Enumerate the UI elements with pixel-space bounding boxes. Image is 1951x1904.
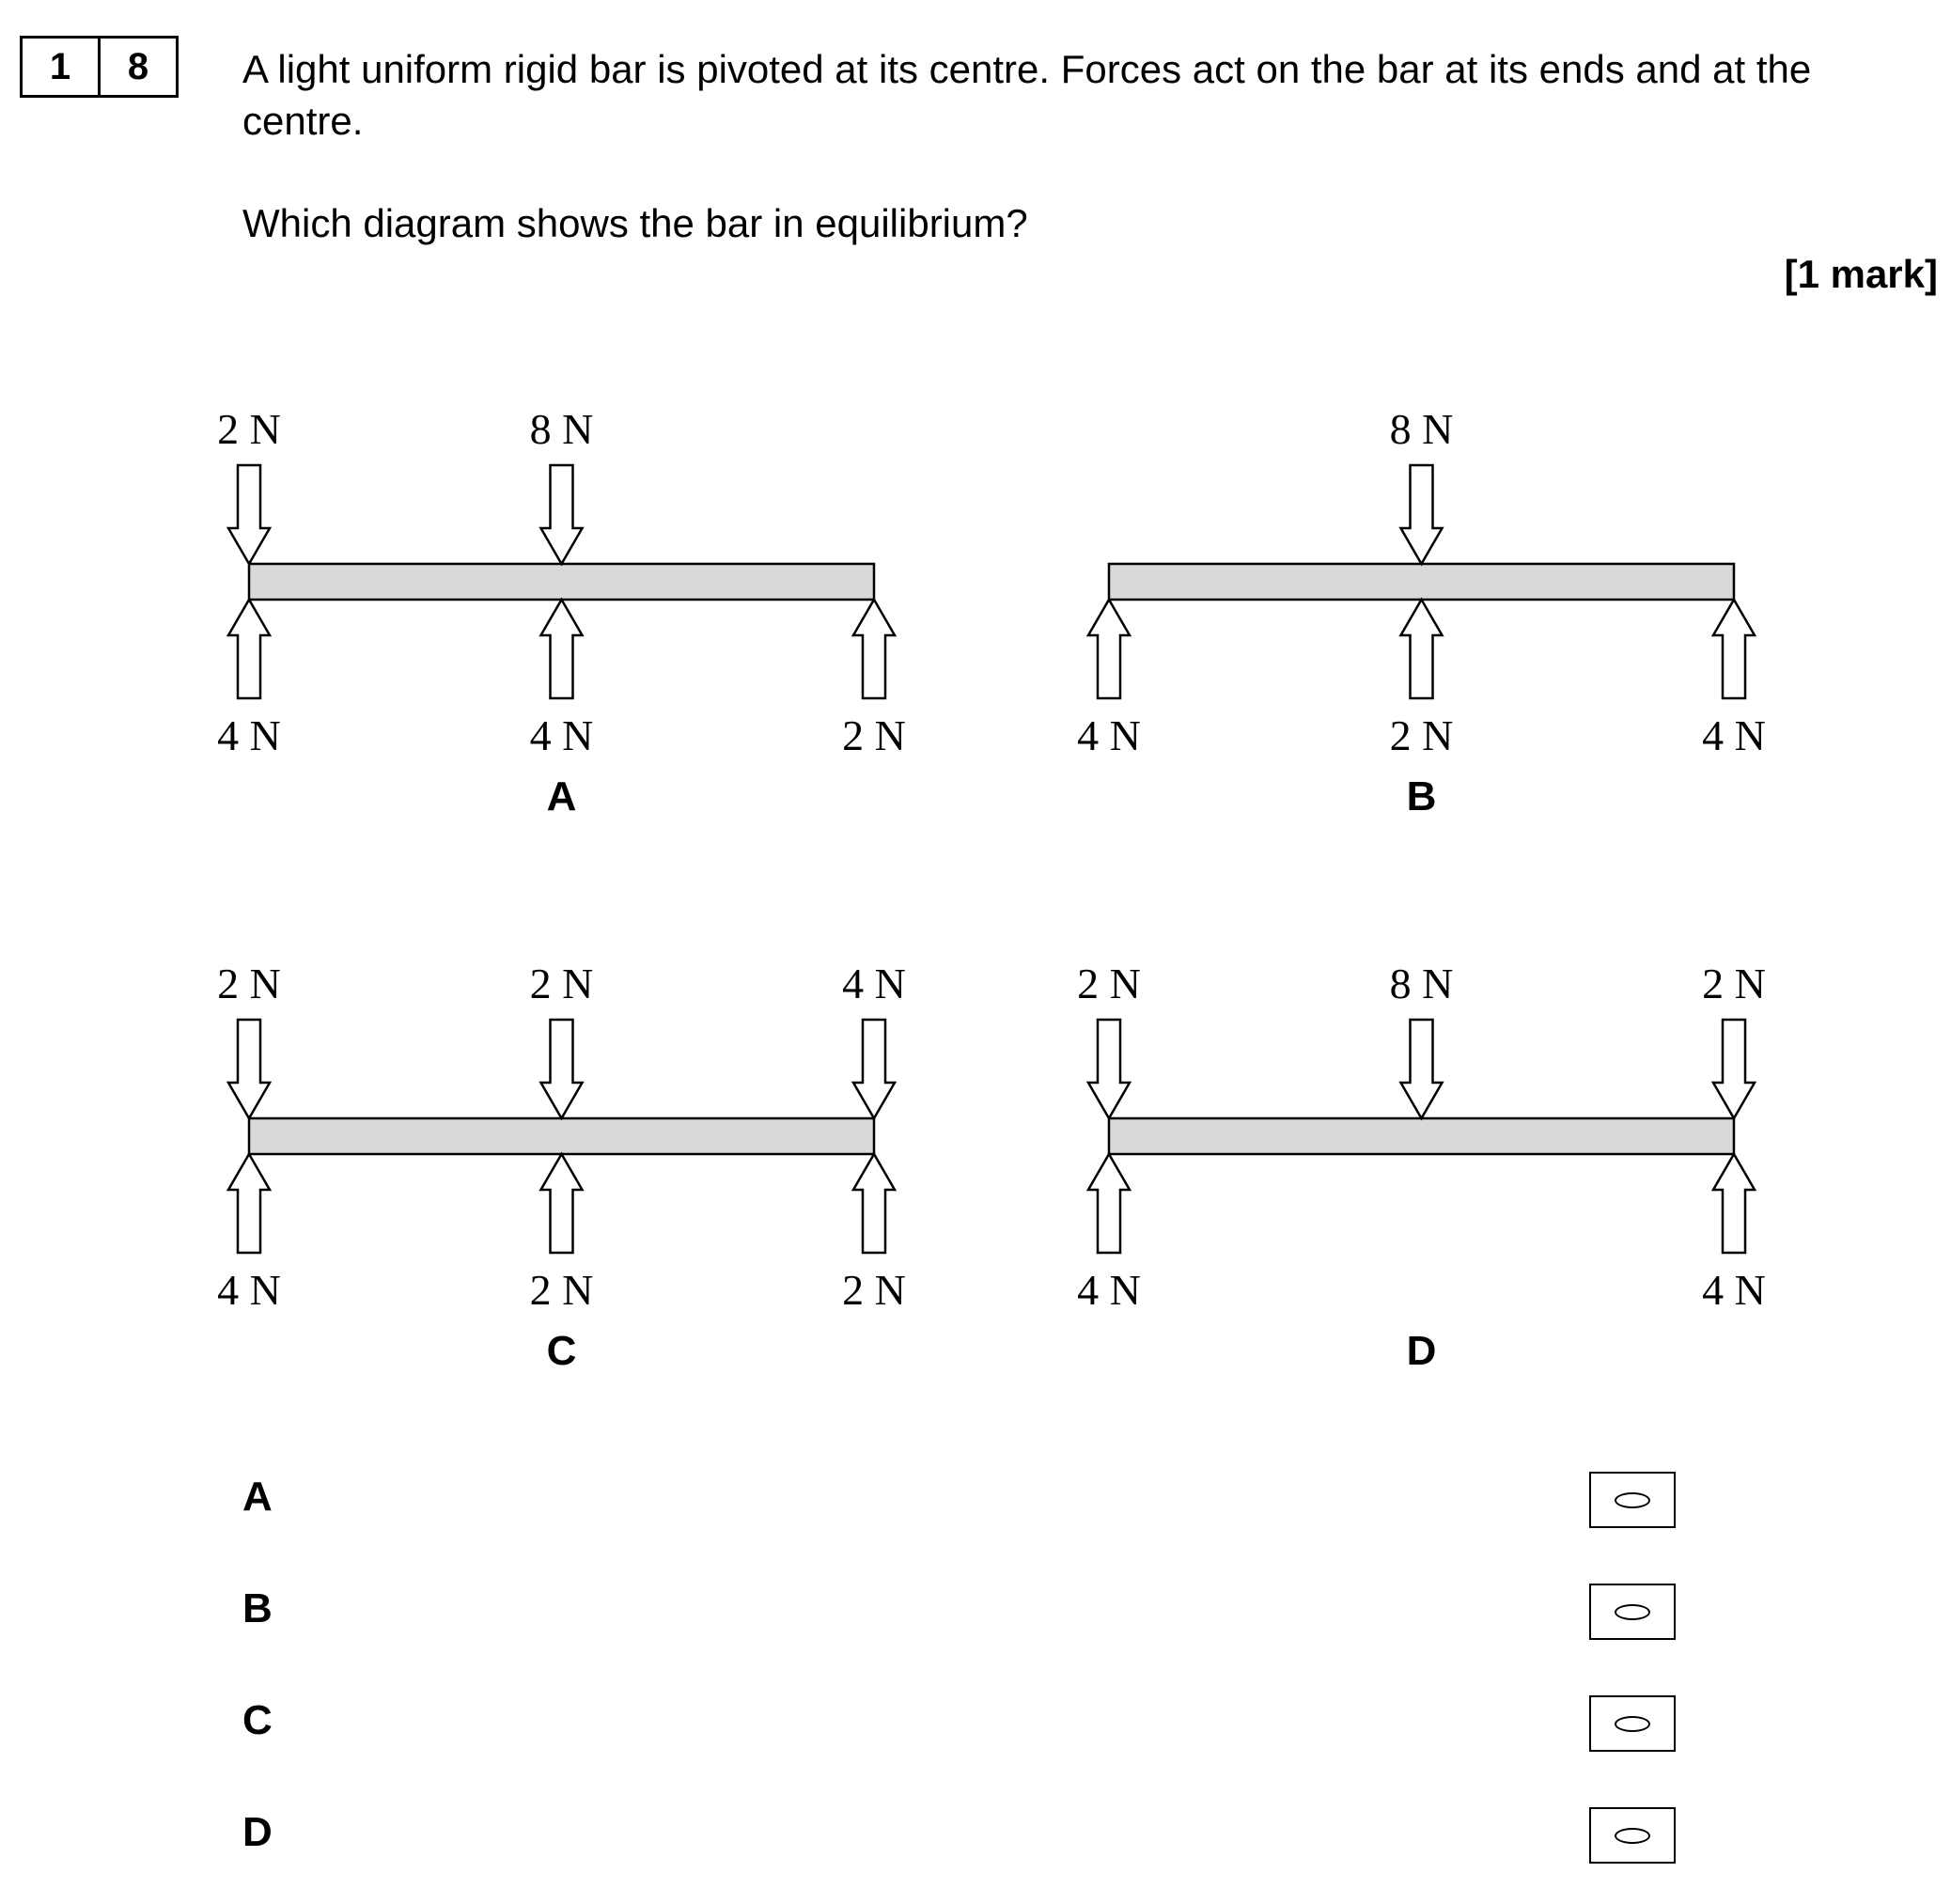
diagram-label: A: [546, 773, 577, 819]
diagram-b: [1077, 405, 1766, 819]
down-force-arrow-right: [853, 1020, 895, 1118]
up-force-label-centre: 4 N: [529, 711, 594, 759]
up-force-label-right: 4 N: [1702, 711, 1766, 759]
down-force-label-left: 2 N: [1077, 960, 1141, 1007]
up-force-arrow-right: [1713, 600, 1755, 698]
down-force-arrow-centre: [1401, 1020, 1443, 1118]
up-force-label-right: 2 N: [842, 1266, 906, 1314]
down-force-label-centre: 8 N: [529, 405, 594, 453]
down-force-arrow-left: [1088, 1020, 1130, 1118]
oval-icon: [1615, 1604, 1650, 1620]
up-force-label-centre: 2 N: [1389, 711, 1454, 759]
down-force-arrow-centre: [541, 465, 583, 564]
rigid-bar: [1109, 1118, 1734, 1154]
up-force-label-right: 2 N: [842, 711, 906, 759]
mark-allocation: [1 mark]: [1784, 252, 1938, 296]
up-force-label-right: 4 N: [1702, 1266, 1766, 1314]
down-force-label-left: 2 N: [217, 405, 281, 453]
up-force-arrow-centre: [1401, 600, 1443, 698]
option-b-box[interactable]: [1589, 1584, 1676, 1640]
question-number-digit-1: 1: [49, 45, 71, 87]
diagram-label: C: [546, 1328, 577, 1374]
up-force-arrow-right: [1713, 1154, 1755, 1253]
oval-icon: [1615, 1716, 1650, 1732]
rigid-bar: [249, 564, 874, 600]
oval-icon: [1615, 1828, 1650, 1844]
up-force-arrow-right: [853, 600, 895, 698]
question-prompt: Which diagram shows the bar in equilibrium?: [242, 201, 1028, 245]
down-force-label-right: 2 N: [1702, 960, 1766, 1007]
option-a-box[interactable]: [1589, 1472, 1676, 1528]
up-force-arrow-left: [1088, 1154, 1130, 1253]
down-force-label-centre: 8 N: [1389, 405, 1454, 453]
down-force-label-right: 4 N: [842, 960, 906, 1007]
up-force-arrow-left: [228, 600, 270, 698]
down-force-arrow-centre: [541, 1020, 583, 1118]
up-force-arrow-left: [228, 1154, 270, 1253]
option-c-box[interactable]: [1589, 1695, 1676, 1752]
up-force-arrow-left: [1088, 600, 1130, 698]
diagram-label: B: [1406, 773, 1437, 819]
up-force-arrow-right: [853, 1154, 895, 1253]
option-label-a: A: [242, 1474, 273, 1520]
question-stem: A light uniform rigid bar is pivoted at its centre. Forces act on the bar at its ends and at the centre.: [242, 47, 1812, 143]
up-force-label-left: 4 N: [217, 711, 281, 759]
up-force-label-left: 4 N: [217, 1266, 281, 1314]
down-force-arrow-right: [1713, 1020, 1755, 1118]
oval-icon: [1615, 1492, 1650, 1508]
down-force-label-left: 2 N: [217, 960, 281, 1007]
up-force-label-left: 4 N: [1077, 711, 1141, 759]
question-number-digit-2: 8: [98, 39, 176, 95]
up-force-arrow-centre: [541, 1154, 583, 1253]
rigid-bar: [249, 1118, 874, 1154]
rigid-bar: [1109, 564, 1734, 600]
up-force-label-centre: 2 N: [529, 1266, 594, 1314]
diagram-d: [1077, 960, 1766, 1374]
diagram-label: D: [1406, 1328, 1437, 1374]
option-label-d: D: [242, 1809, 273, 1855]
option-d-box[interactable]: [1589, 1807, 1676, 1864]
diagram-c: [217, 960, 906, 1374]
diagram-a: [217, 405, 906, 819]
down-force-arrow-left: [228, 1020, 270, 1118]
up-force-label-left: 4 N: [1077, 1266, 1141, 1314]
down-force-label-centre: 2 N: [529, 960, 594, 1007]
up-force-arrow-centre: [541, 600, 583, 698]
down-force-arrow-centre: [1401, 465, 1443, 564]
option-label-b: B: [242, 1585, 273, 1631]
down-force-arrow-left: [228, 465, 270, 564]
down-force-label-centre: 8 N: [1389, 960, 1454, 1007]
option-label-c: C: [242, 1697, 273, 1743]
